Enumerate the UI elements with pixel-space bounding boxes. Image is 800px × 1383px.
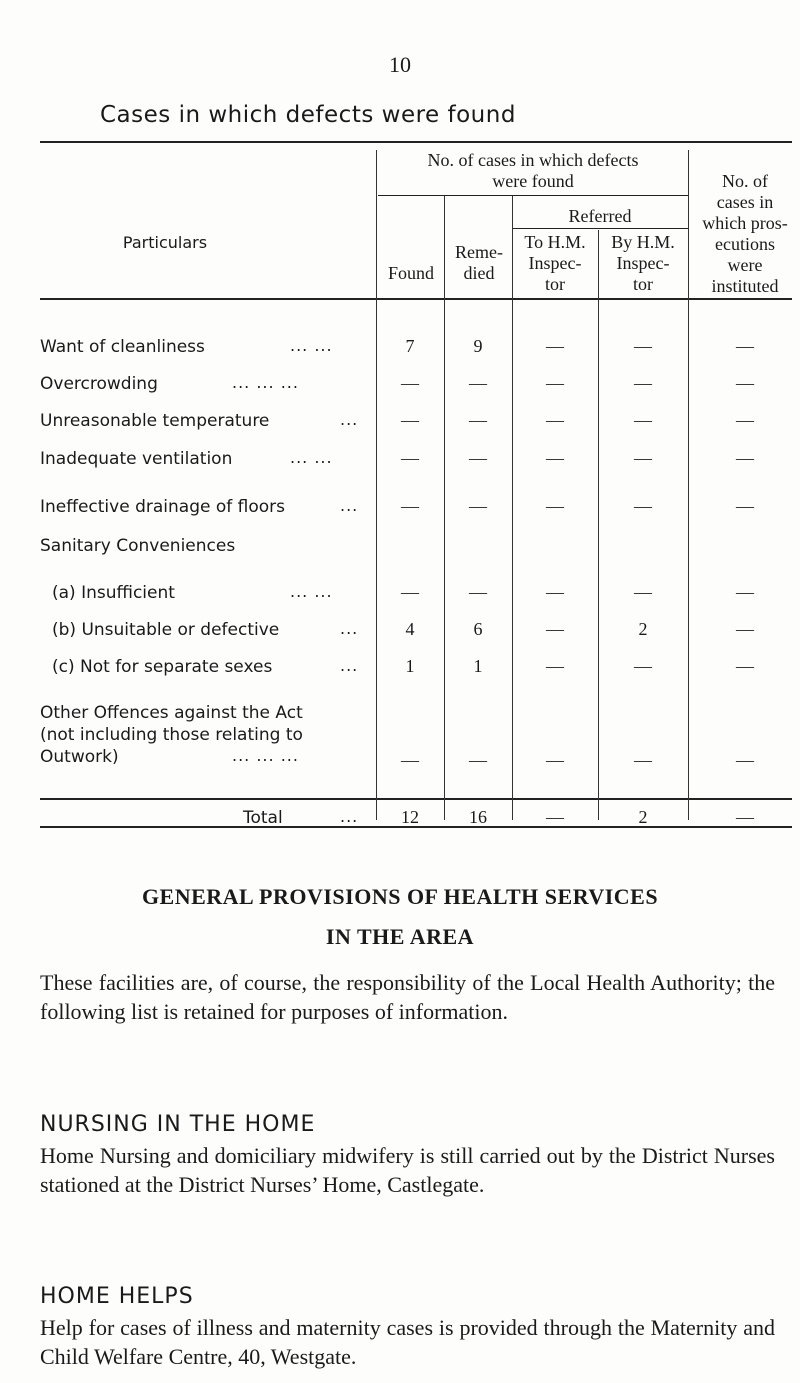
cell-to-hm: —	[546, 448, 564, 468]
cell-to-hm: —	[546, 750, 564, 770]
table-title: Cases in which defects were found	[100, 102, 516, 128]
leader-dots: ...	[340, 656, 359, 675]
cell-remedied: —	[469, 373, 487, 393]
total-prosecutions: —	[736, 807, 754, 827]
cell-to-hm: —	[546, 336, 564, 356]
cell-prosecutions: —	[736, 410, 754, 430]
cell-found: —	[401, 373, 419, 393]
cell-found: —	[401, 582, 419, 602]
leader-dots: ...	[340, 807, 359, 826]
row-label: Ineffective drainage of floors	[40, 497, 285, 517]
cell-prosecutions: —	[736, 656, 754, 676]
leader-dots: ...	[340, 496, 359, 515]
cell-remedied: 6	[473, 619, 483, 639]
col-rule-remedied	[444, 196, 445, 820]
total-found: 12	[401, 807, 419, 827]
cell-by-hm: —	[634, 656, 652, 676]
cell-prosecutions: —	[736, 496, 754, 516]
cell-prosecutions: —	[736, 373, 754, 393]
cell-prosecutions: —	[736, 448, 754, 468]
total-by-hm: 2	[638, 807, 648, 827]
header-remedied-1: Reme-	[455, 242, 503, 262]
header-to-hm-3: tor	[545, 274, 565, 294]
leader-dots: ... ...	[290, 448, 333, 467]
total-to-hm: —	[546, 807, 564, 827]
row-label: Overcrowding	[40, 374, 158, 394]
header-pros-1: No. of	[722, 171, 768, 191]
row-label: Outwork)	[40, 747, 119, 767]
col-rule-found	[376, 150, 377, 820]
header-found: Found	[387, 263, 434, 283]
cell-by-hm: —	[634, 410, 652, 430]
cell-remedied: —	[469, 496, 487, 516]
header-pros-3: which pros-	[702, 213, 788, 233]
col-rule-prosecutions	[688, 150, 689, 820]
row-label: Unreasonable temperature	[40, 411, 270, 431]
row-label: Other Offences against the Act	[40, 703, 303, 723]
referred-divider-rule	[512, 228, 688, 229]
leader-dots: ... ...	[290, 336, 333, 355]
header-pros-2: cases in	[716, 192, 774, 212]
cell-by-hm: —	[634, 336, 652, 356]
header-particulars: Particulars	[122, 233, 208, 252]
table-top-rule	[40, 141, 792, 143]
cell-found: —	[401, 750, 419, 770]
cell-by-hm: 2	[638, 619, 648, 639]
header-remedied-2: died	[463, 263, 495, 283]
row-label: (c) Not for separate sexes	[52, 657, 273, 677]
row-label: (not including those relating to	[40, 725, 303, 745]
total-remedied: 16	[469, 807, 487, 827]
leader-dots: ... ...	[290, 582, 333, 601]
header-by-hm-1: By H.M.	[611, 232, 675, 252]
leader-dots: ...	[340, 410, 359, 429]
header-group-top: No. of cases in which defects	[427, 150, 639, 170]
cell-found: —	[401, 410, 419, 430]
cell-found: 7	[405, 336, 415, 356]
cell-prosecutions: —	[736, 336, 754, 356]
cell-found: —	[401, 448, 419, 468]
cell-by-hm: —	[634, 496, 652, 516]
leader-dots: ... ... ...	[232, 373, 299, 392]
cell-by-hm: —	[634, 582, 652, 602]
section-paragraph: Home Nursing and domiciliary midwifery is still carried out by the District Nurses stationed at the District Nurses’ Home, Castlegate.	[40, 1143, 775, 1197]
cell-prosecutions: —	[736, 750, 754, 770]
section-paragraph: These facilities are, of course, the responsibility of the Local Health Authority; the following list is retained for purposes of information.	[40, 970, 775, 1024]
page-number: 10	[389, 52, 411, 77]
cell-prosecutions: —	[736, 582, 754, 602]
cell-remedied: —	[469, 410, 487, 430]
header-to-hm-1: To H.M.	[524, 232, 586, 252]
subsection-heading: NURSING IN THE HOME	[40, 1112, 316, 1137]
header-divider-rule	[378, 195, 688, 196]
cell-to-hm: —	[546, 410, 564, 430]
row-label: Want of cleanliness	[40, 337, 205, 357]
row-label: Sanitary Conveniences	[40, 536, 236, 556]
header-group-bottom: were found	[492, 171, 574, 191]
header-referred: Referred	[568, 206, 632, 226]
cell-to-hm: —	[546, 496, 564, 516]
row-label: Inadequate ventilation	[40, 449, 233, 469]
cell-remedied: 9	[473, 336, 483, 356]
header-pros-5: were	[727, 255, 763, 275]
cell-by-hm: —	[634, 448, 652, 468]
header-to-hm-2: Inspec-	[528, 253, 582, 273]
cell-remedied: 1	[473, 656, 483, 676]
cell-to-hm: —	[546, 373, 564, 393]
total-top-rule	[40, 798, 792, 800]
header-pros-6: instituted	[711, 276, 779, 296]
cell-by-hm: —	[634, 750, 652, 770]
subsection-heading: HOME HELPS	[40, 1284, 194, 1309]
section-paragraph: Help for cases of illness and maternity cases is provided through the Maternity and Child Welfare Centre, 40, Westgate.	[40, 1315, 775, 1369]
header-pros-4: ecutions	[715, 234, 775, 254]
row-label: (a) Insufficient	[52, 583, 175, 603]
cell-prosecutions: —	[736, 619, 754, 639]
cell-found: 4	[405, 619, 415, 639]
section-heading: GENERAL PROVISIONS OF HEALTH SERVICES	[141, 884, 659, 909]
cell-to-hm: —	[546, 619, 564, 639]
header-by-hm-3: tor	[633, 274, 653, 294]
header-by-hm-2: Inspec-	[616, 253, 670, 273]
leader-dots: ... ... ...	[232, 746, 299, 765]
cell-found: 1	[405, 656, 415, 676]
cell-to-hm: —	[546, 656, 564, 676]
col-rule-by-hm	[598, 230, 599, 820]
total-label: Total	[243, 808, 283, 828]
cell-by-hm: —	[634, 373, 652, 393]
leader-dots: ...	[340, 619, 359, 638]
cell-remedied: —	[469, 582, 487, 602]
cell-remedied: —	[469, 750, 487, 770]
cell-found: —	[401, 496, 419, 516]
header-bottom-rule	[40, 298, 792, 300]
cell-to-hm: —	[546, 582, 564, 602]
cell-remedied: —	[469, 448, 487, 468]
row-label: (b) Unsuitable or defective	[52, 620, 280, 640]
section-heading: IN THE AREA	[325, 924, 475, 949]
